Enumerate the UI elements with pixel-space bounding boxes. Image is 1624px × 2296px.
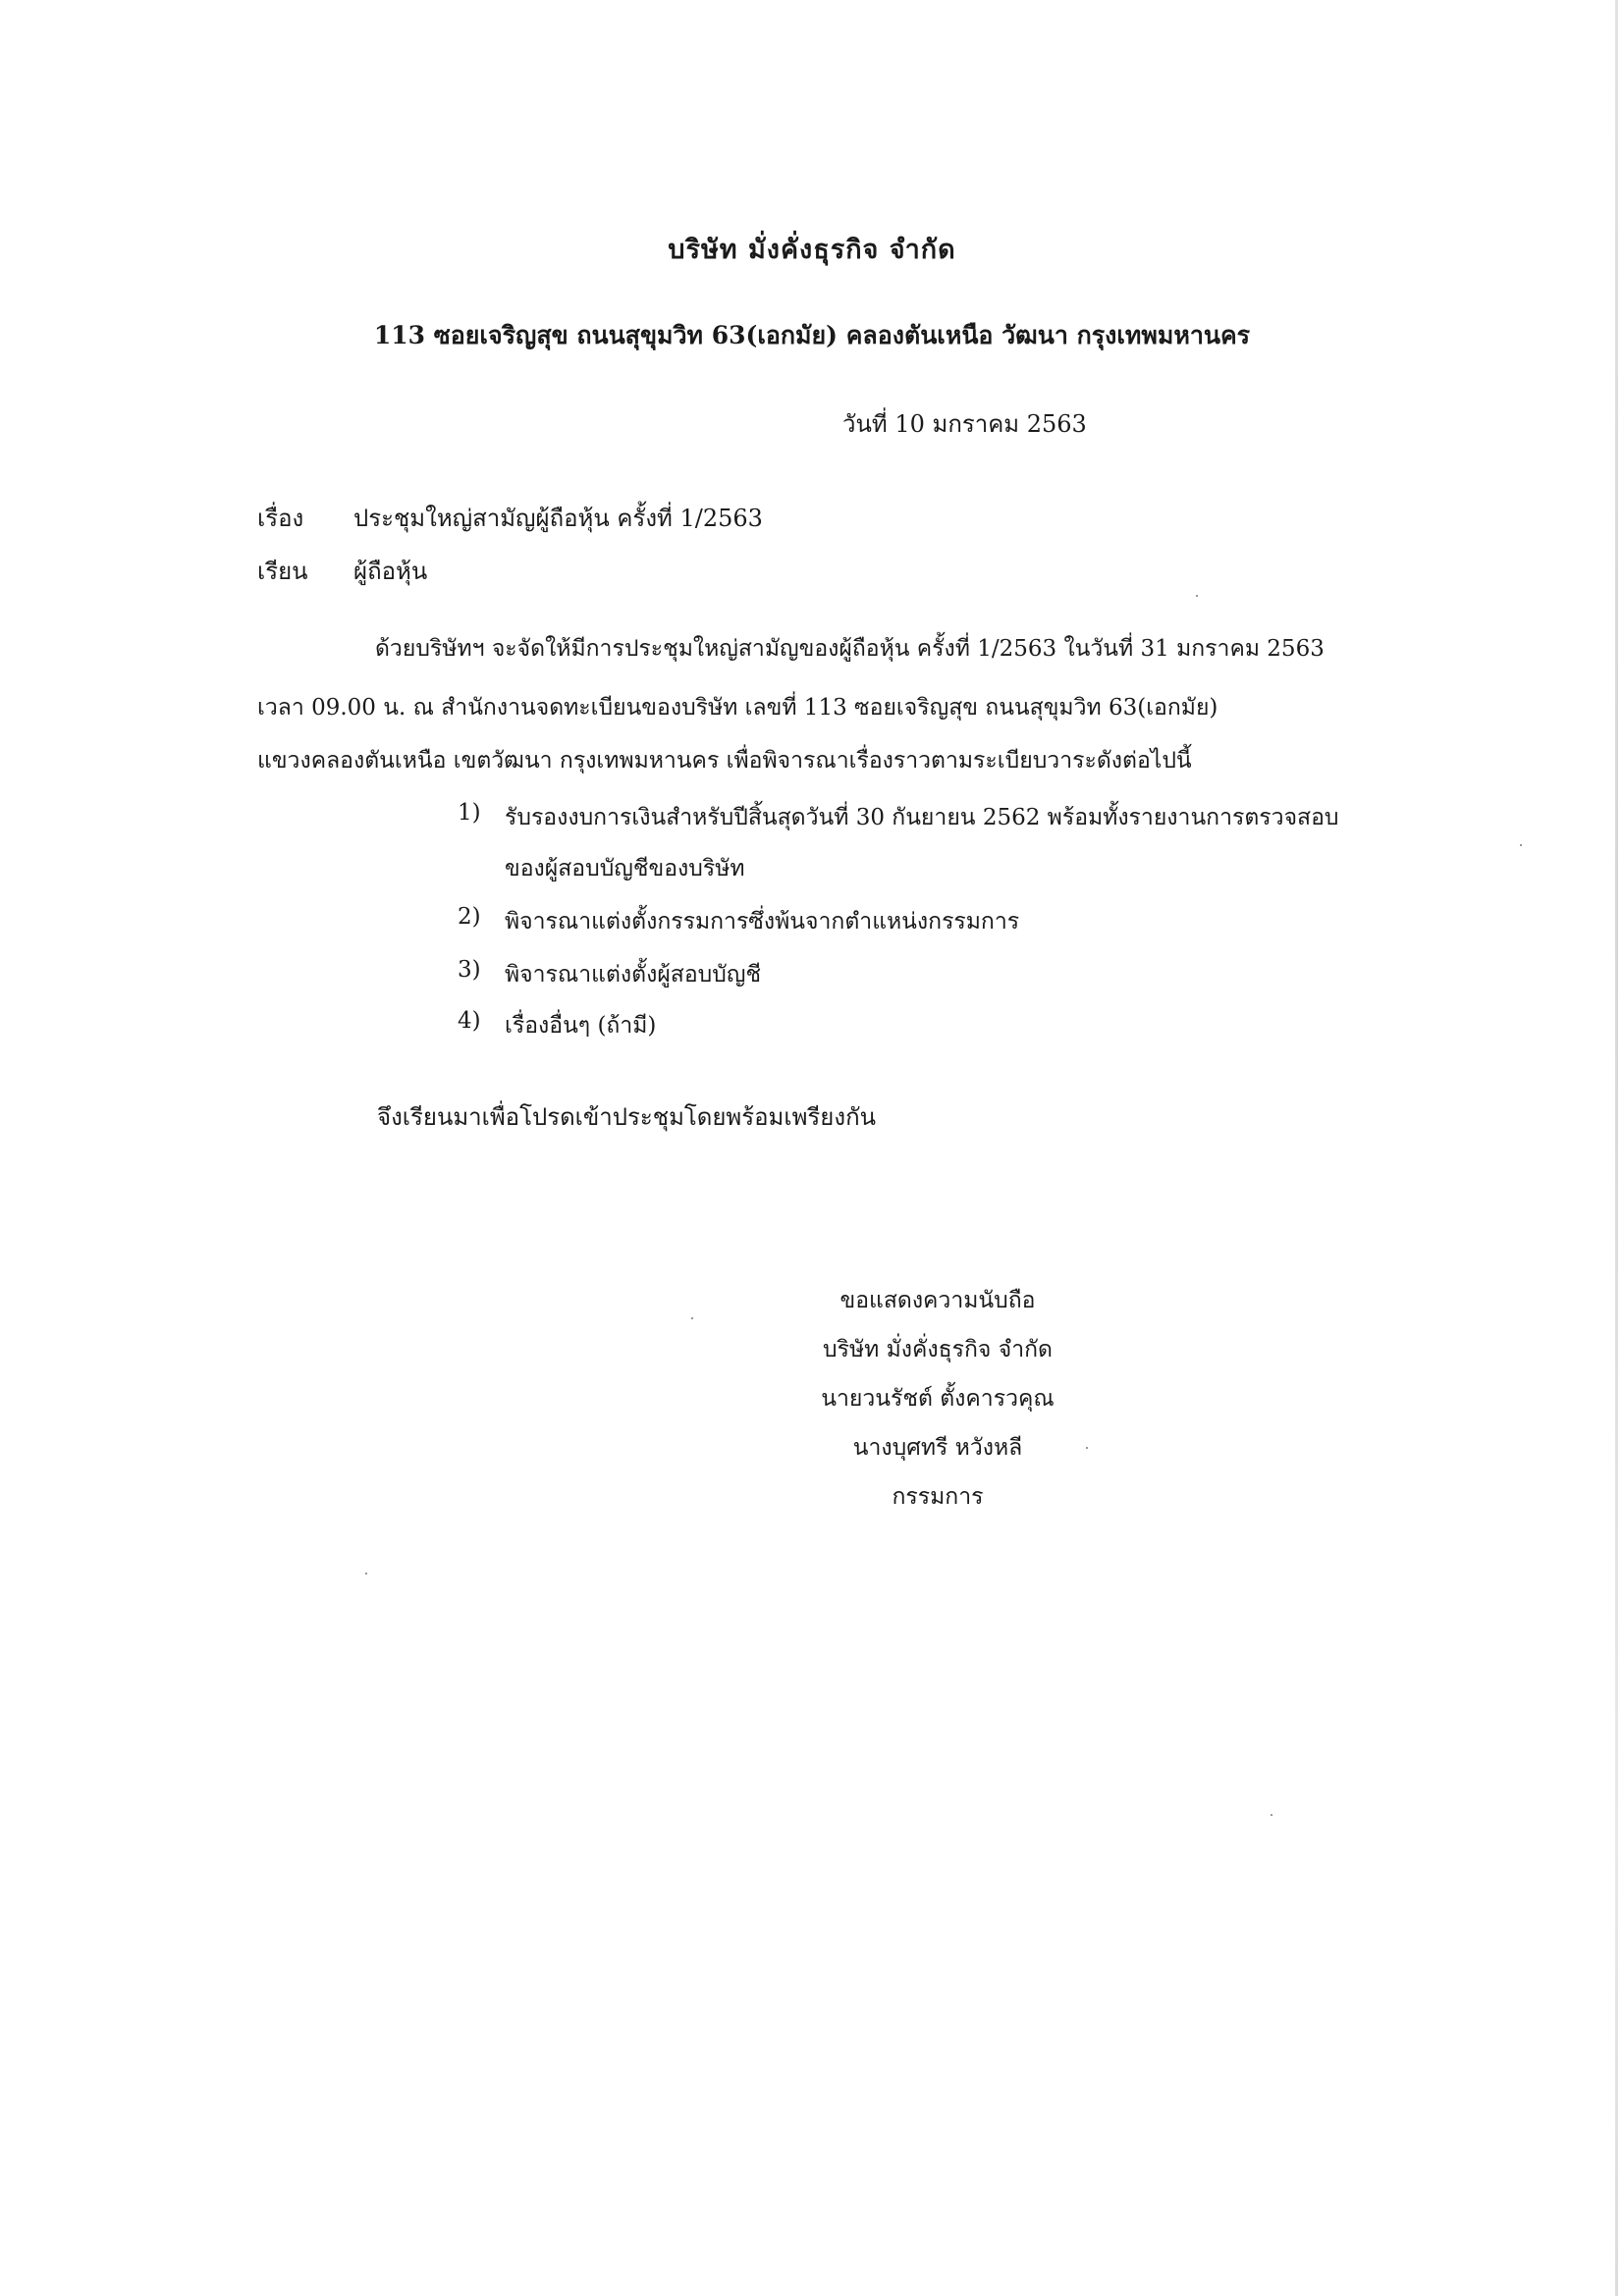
body-line: เวลา 09.00 น. ณ สำนักงานจดทะเบียนของบริษัท เลขที่ 113 ซอยเจริญสุข ถนนสุขุมวิท 63(เอกมัย) <box>257 695 1218 721</box>
agenda-item <box>458 904 1019 939</box>
agenda-text: พิจารณาแต่งตั้งผู้สอบบัญชี <box>505 962 762 988</box>
signer-name: นายวนรัชต์ ตั้งคารวคุณ <box>821 1386 1055 1412</box>
agenda-item <box>458 851 745 886</box>
agenda-text: เรื่องอื่นๆ (ถ้ามี) <box>505 1013 657 1039</box>
body-line: แขวงคลองตันเหนือ เขตวัฒนา กรุงเทพมหานคร เพื่อพิจารณาเรื่องราวตามระเบียบวาระดังต่อไปนี้ <box>257 748 1192 774</box>
agenda-item <box>458 800 1339 835</box>
company-address: 113 ซอยเจริญสุข ถนนสุขุมวิท 63(เอกมัย) คลองตันเหนือ วัฒนา กรุงเทพมหานคร <box>373 321 1251 349</box>
closing-sentence: จึงเรียนมาเพื่อโปรดเข้าประชุมโดยพร้อมเพรียงกัน <box>377 1103 877 1131</box>
signer-name: นางบุศทรี หวังหลี <box>852 1435 1023 1461</box>
scan-speck <box>1520 844 1522 846</box>
agenda-number: 3) <box>458 957 481 983</box>
regards-line: ขอแสดงความนับถือ <box>839 1288 1036 1313</box>
signature-company: บริษัท มั่งคั่งธุรกิจ จำกัด <box>823 1337 1053 1362</box>
agenda-text: พิจารณาแต่งตั้งกรรมการซึ่งพ้นจากตำแหน่งกรรมการ <box>505 909 1020 934</box>
scan-speck <box>365 1573 367 1575</box>
agenda-item <box>458 1008 656 1043</box>
recipient-label: เรียน <box>257 558 308 585</box>
agenda-text: รับรองงบการเงินสำหรับปีสิ้นสุดวันที่ 30 กันยายน 2562 พร้อมทั้งรายงานการตรวจสอบ <box>505 805 1339 830</box>
recipient-row <box>257 552 427 590</box>
agenda-text: ของผู้สอบบัญชีของบริษัท <box>505 856 745 881</box>
agenda-item <box>458 957 761 992</box>
agenda-number: 2) <box>458 904 481 930</box>
agenda-number: 4) <box>458 1008 481 1034</box>
subject-label: เรื่อง <box>257 505 304 532</box>
recipient-text: ผู้ถือหุ้น <box>353 558 428 585</box>
subject-text: ประชุมใหญ่สามัญผู้ถือหุ้น ครั้งที่ 1/2563 <box>353 505 763 532</box>
company-name-heading: บริษัท มั่งคั่งธุรกิจ จำกัด <box>668 235 956 265</box>
scan-speck <box>691 1317 693 1319</box>
subject-row <box>257 499 763 537</box>
agenda-number: 1) <box>458 800 481 826</box>
body-line: ด้วยบริษัทฯ จะจัดให้มีการประชุมใหญ่สามัญของผู้ถือหุ้น ครั้งที่ 1/2563 ในวันที่ 31 มกราคม 2563 <box>375 636 1325 662</box>
signature-block <box>776 1276 1100 1522</box>
scan-speck <box>1271 1814 1272 1816</box>
signer-title: กรรมการ <box>892 1484 984 1510</box>
scan-speck <box>1196 595 1198 597</box>
agenda-number <box>458 851 505 886</box>
letter-date: วันที่ 10 มกราคม 2563 <box>842 410 1087 438</box>
